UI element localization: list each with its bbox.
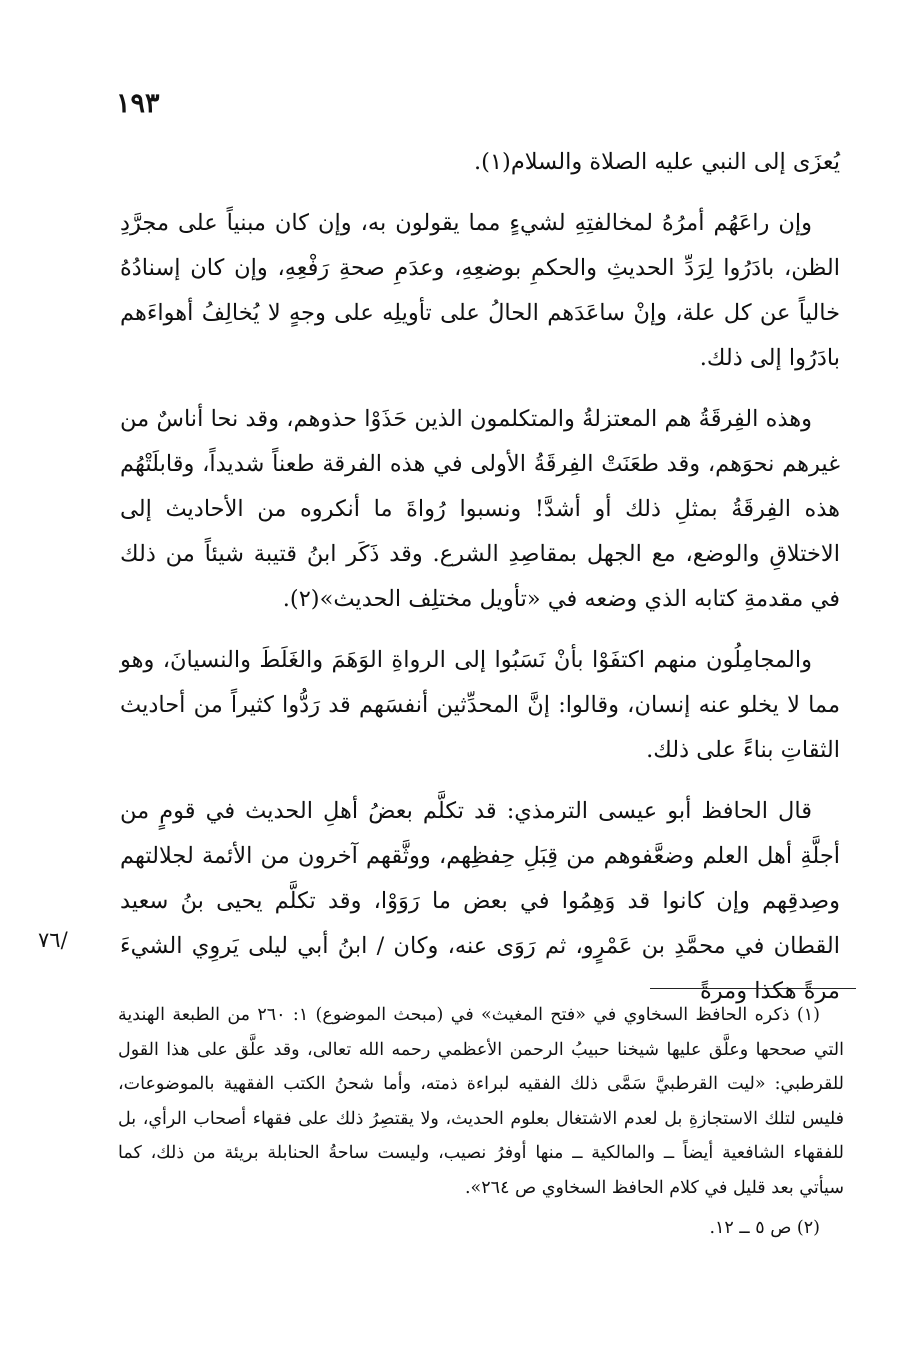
paragraph-4: والمجامِلُون منهم اكتفَوْا بأنْ نَسَبُوا إلى الرواةِ الوَهَمَ والغَلَطَ والنسيانَ، وهو مما لا يخلو عنه إنسان، وقالوا: إنَّ المحدِّثين أنفسَهم قد رَدُّوا كثيراً من أحاديث الثقاتِ بناءً على ذلك. <box>120 647 840 763</box>
paragraph-3: وهذه الفِرقَةُ هم المعتزلةُ والمتكلمون الذين حَذَوْا حذوهم، وقد نحا أناسٌ من غيرهم نحوَهم، وقد طعَنَتْ الفِرقَةُ الأولى في هذه الفرقة طعناً شديداً، وقابلَتْهُم هذه الفِرقَةُ بمثلِ ذلك أو أشدَّ! ونسبوا رُواةَ ما أنكروه من الأحاديث إلى الاختلاقِ والوضع، مع الجهل بمقاصِدِ الشرع. وقد ذَكَر ابنُ قتيبة شيئاً من ذلك في مقدمةِ كتابه الذي وضعه في «تأويل مختلِف الحديث»(٢). <box>120 406 840 612</box>
page-number: ١٩٣ <box>116 88 160 119</box>
footnote-separator <box>650 988 856 989</box>
footnote-1: (١) ذكره الحافظ السخاوي في «فتح المغيث» في (مبحث الموضوع) ١: ٢٦٠ من الطبعة الهندية التي صححها وعلَّق عليها شيخنا حبيبُ الرحمن الأعظمي رحمه الله تعالى، وقد علَّق على هذا القول للقرطبي: «ليت القرطبيَّ سَمَّى ذلك الفقيه لبراءة ذمته، وأما شحنُ الكتب الفقهية بالموضوعات، فليس لتلك الاستجازةِ بل لعدم الاشتغال بعلوم الحديث، ولا يقتصِرُ ذلك على فقهاء أصحاب الرأي، بل للفقهاء الشافعية أيضاً ــ والمالكية ــ منها أوفرُ نصيب، وليست ساحةُ الحنابلة بريئة من ذلك، كما سيأتي بعد قليل في كلام الحافظ السخاوي ص ٢٦٤». <box>118 1005 844 1198</box>
footnote-2: (٢) ص ٥ ــ ١٢. <box>709 1218 820 1238</box>
margin-page-reference: ٧٦/ <box>38 928 68 952</box>
paragraph-1: يُعزَى إلى النبي عليه الصلاة والسلام(١). <box>474 149 840 175</box>
paragraph-5: قال الحافظ أبو عيسى الترمذي: قد تكلَّم بعضُ أهلِ الحديث في قومٍ من أجلَّةِ أهل العلم وضعَّفوهم من قِبَلِ حِفظِهم، ووثَّقهم آخرون من الأئمة لجلالتهم وصِدقِهم وإن كانوا قد وَهِمُوا في بعض ما رَوَوْا، وقد تكلَّم يحيى بنُ سعيد القطان في محمَّدِ بن عَمْرٍو، ثم رَوَى عنه، وكان / ابنُ أبي ليلى يَروِي الشيءَ مرةً هكذا ومرةً <box>120 798 840 1004</box>
footnotes <box>118 998 844 1246</box>
main-text <box>120 140 840 1014</box>
paragraph-2: وإن راعَهُم أمرُهُ لمخالفتِهِ لشيءٍ مما يقولون به، وإن كان مبنياً على مجرَّدِ الظن، بادَرُوا لِرَدِّ الحديثِ والحكمِ بوضعِهِ، وعدَمِ صحةِ رَفْعِهِ، وإن كان إسنادُهُ خالياً عن كل علة، وإنْ ساعَدَهم الحالُ على تأويلِه على وجهٍ لا يُخالِفُ أهواءَهم بادَرُوا إلى ذلك. <box>120 210 840 371</box>
